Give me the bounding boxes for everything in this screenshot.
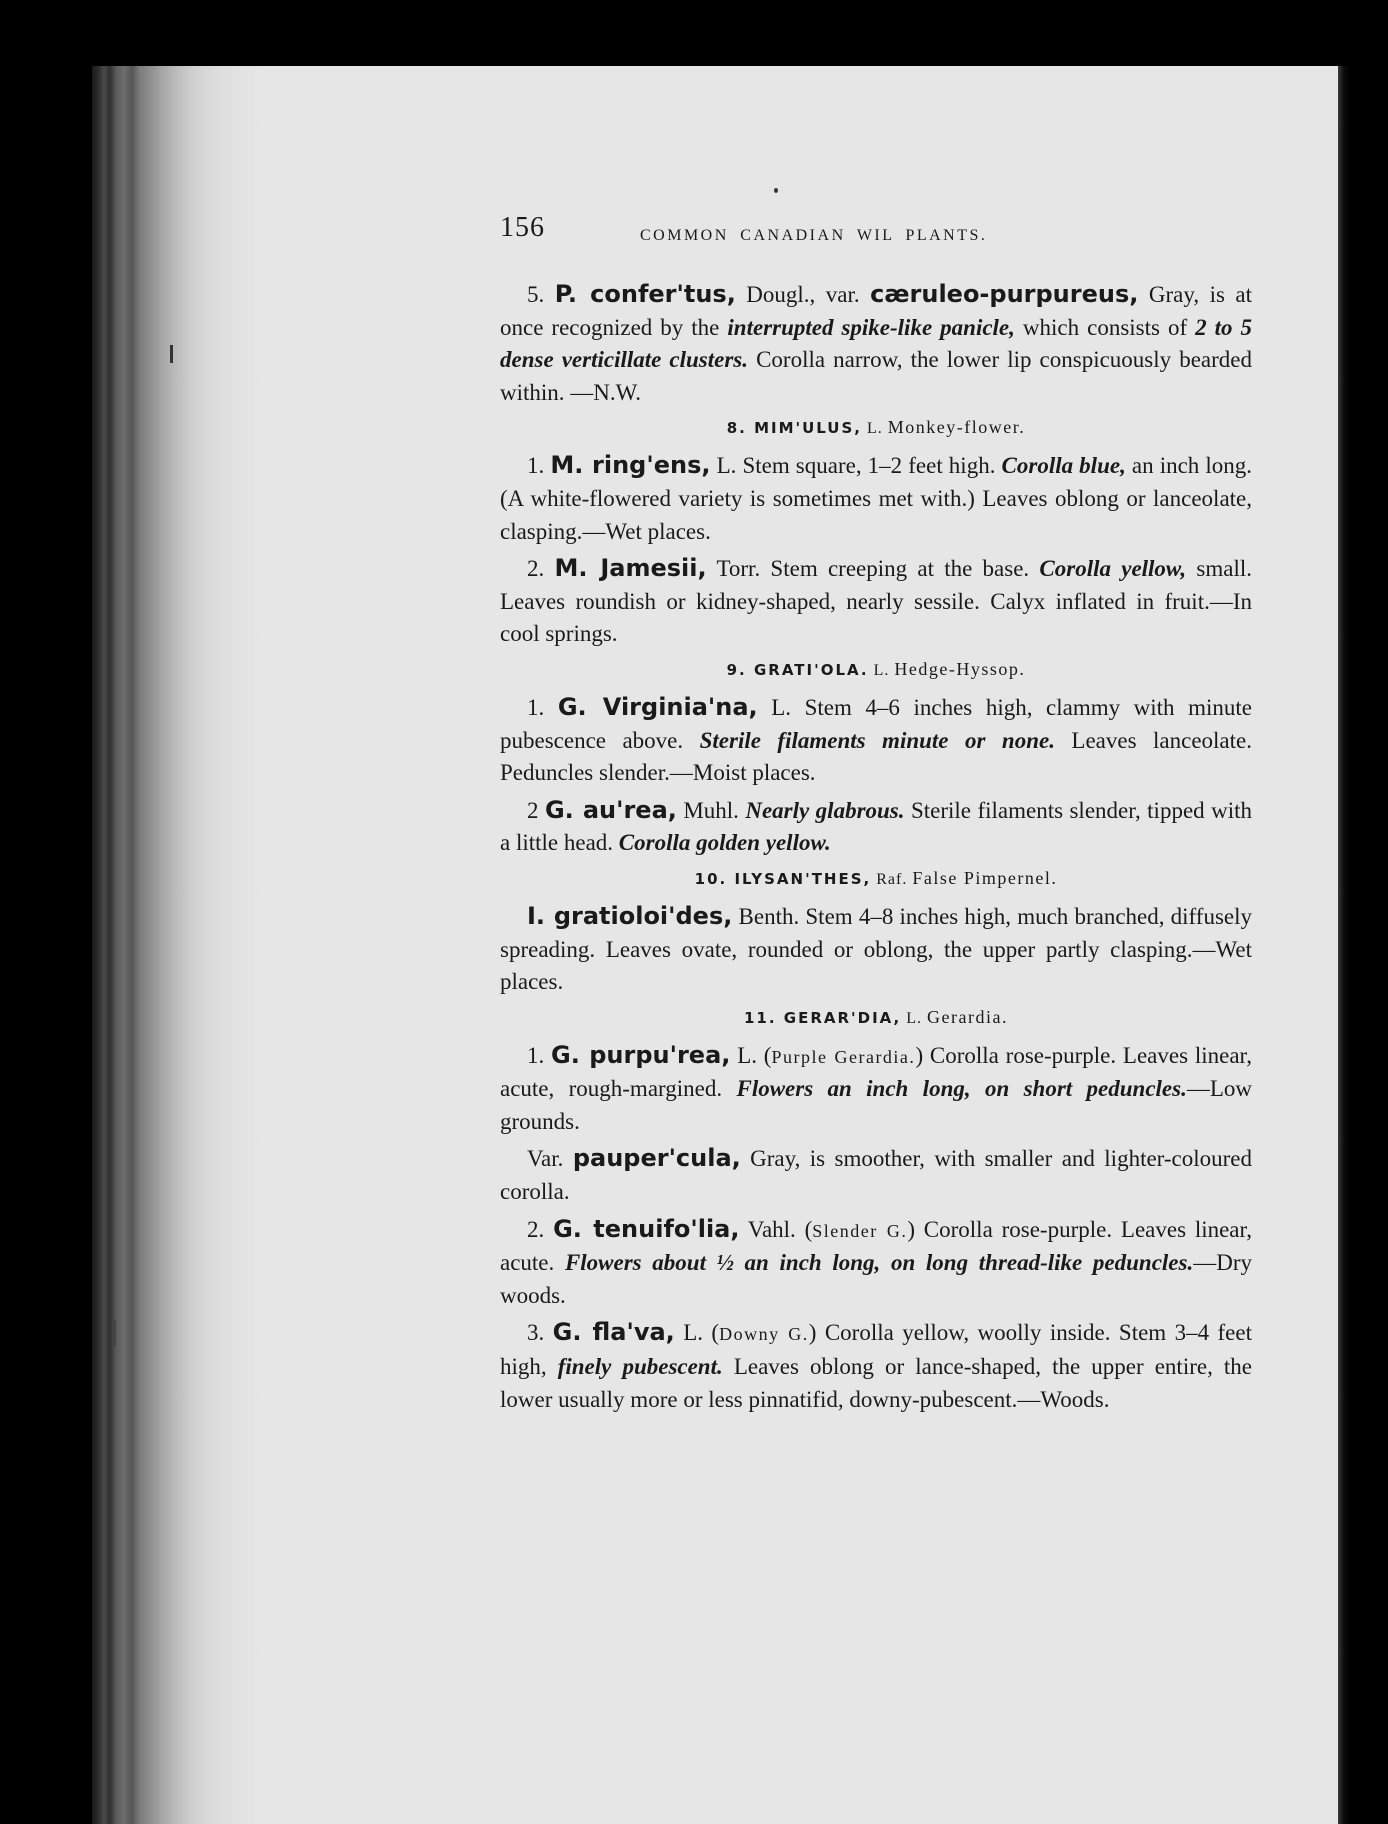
variety-name: cæruleo-purpureus, [870, 280, 1139, 308]
species-entry-g-purpurea [500, 1039, 1252, 1139]
species-name: I. gratioloi'des, [527, 901, 733, 930]
entry-text: —Low grounds. [500, 1076, 1253, 1134]
running-head [500, 212, 1252, 252]
entry-text: Gray, is at once recognized by the [500, 282, 1252, 340]
entry-italic-text: Nearly glabrous. [745, 797, 905, 823]
entry-text: small. Leaves roundish or kidney-shaped, nearly sessile. Calyx inflated in fruit.—In cool springs. [500, 556, 1252, 647]
genus-author: L. [868, 661, 895, 679]
genus-heading-ilysanthes [500, 864, 1252, 894]
entry-number: 5. [527, 282, 545, 307]
species-entry-p-confertus [500, 278, 1252, 409]
species-entry-i-gratioloides [500, 900, 1252, 999]
genus-author: L. [862, 420, 888, 438]
common-name: Slender G. [812, 1220, 908, 1241]
species-name: P. confer'tus, [554, 280, 736, 308]
entry-italic-text: 2 to 5 dense verticillate clusters. [500, 314, 1252, 373]
scan-border [0, 0, 1388, 70]
common-name: Monkey-flower. [887, 417, 1026, 438]
species-name: G. fla'va, [552, 1318, 675, 1347]
page-number: 156 [500, 212, 545, 243]
entry-italic-text: Sterile filaments minute or none. [699, 727, 1055, 753]
entry-text: Leaves lanceolate. Peduncles slender.—Moist places. [500, 727, 1252, 786]
entry-number: 1. [527, 453, 545, 479]
entry-number: 1. [527, 1042, 545, 1068]
variety-entry-paupercula [500, 1142, 1252, 1208]
species-name: G. tenuifo'lia, [553, 1214, 740, 1243]
entry-italic-text: Corolla golden yellow. [618, 830, 831, 856]
entry-number: 2. [527, 556, 545, 582]
species-name: G. purpu'rea, [551, 1040, 731, 1069]
entry-italic-text: finely pubescent. [557, 1354, 723, 1380]
genus-author: Raf. [871, 870, 913, 888]
author-text: Dougl., var. [735, 282, 871, 307]
genus-heading-gratiola [500, 655, 1252, 685]
species-name: M. Jamesii, [554, 554, 707, 583]
entry-text: which consists of [1014, 314, 1196, 340]
genus-name: 10. ILYSAN'THES, [694, 869, 872, 888]
entry-italic-text: Flowers an inch long, on short peduncles. [736, 1076, 1187, 1102]
entry-text: Torr. Stem creeping at the base. [706, 556, 1040, 582]
entry-text: L. Stem 4–6 inches high, clammy with minute pubescence above. [500, 694, 1252, 753]
entry-number: 1. [527, 694, 545, 720]
genus-name: 11. GERAR'DIA, [743, 1008, 902, 1027]
entry-text: Leaves oblong or lance-shaped, the upper entire, the lower usually more or less pinnatifid, downy-pubescent.—Woods. [500, 1354, 1253, 1412]
species-name: G. Virginia'na, [557, 692, 758, 721]
margin-mark [112, 1320, 116, 1346]
entry-text: L. Stem square, 1–2 feet high. [710, 453, 1002, 479]
species-entry-g-virginiana [500, 691, 1252, 790]
genus-heading-gerardia [500, 1003, 1252, 1033]
common-name: Hedge-Hyssop. [894, 658, 1026, 679]
genus-name: 9. GRATI'OLA. [726, 660, 869, 679]
entry-text: Muhl. [676, 797, 746, 823]
margin-mark [170, 345, 173, 363]
running-title: COMMON CANADIAN WIL PLANTS. [640, 227, 988, 244]
species-entry-g-flava [500, 1316, 1252, 1416]
page-right-edge [1338, 66, 1388, 1824]
entry-text: ) Corolla rose-purple. Leaves linear, acute, rough-margined. [500, 1042, 1253, 1102]
entry-text: Benth. Stem 4–8 inches high, much branched, diffusely spreading. Leaves ovate, rounded or oblong, the upper partly clasping.—Wet places. [500, 903, 1253, 995]
entry-text: —Dry woods. [500, 1250, 1253, 1308]
common-name: False Pimpernel. [912, 867, 1058, 888]
common-name: Purple Gerardia. [771, 1046, 916, 1067]
species-entry-m-jamesii [500, 552, 1252, 651]
entry-text: L. ( [674, 1320, 720, 1346]
entry-text: ) Corolla rose-purple. Leaves linear, acute. [500, 1216, 1253, 1276]
entry-number: 3. [527, 1320, 545, 1346]
species-entry-g-tenuifolia [500, 1213, 1252, 1313]
entry-italic-text: interrupted spike-like panicle, [727, 314, 1015, 340]
entry-text: L. ( [730, 1042, 772, 1068]
common-name: Gerardia. [927, 1006, 1009, 1027]
page-gutter-shadow [92, 66, 262, 1824]
entry-italic-text: Flowers about ½ an inch long, on long thread-like peduncles. [564, 1250, 1194, 1276]
common-name: Downy G. [719, 1324, 809, 1345]
variety-lead: Var. [527, 1146, 573, 1172]
genus-author: L. [901, 1009, 928, 1027]
genus-heading-mimulus [500, 413, 1252, 443]
species-name: G. au'rea, [544, 795, 677, 824]
entry-text: Corolla narrow, the lower lip conspicuously bearded within. —N.W. [500, 347, 1252, 405]
entry-text: ) Corolla yellow, woolly inside. Stem 3–4 feet high, [500, 1320, 1252, 1380]
entry-text: Gray, is smoother, with smaller and lighter-coloured corolla. [500, 1146, 1252, 1205]
entry-number: 2 [527, 797, 539, 823]
species-entry-g-aurea [500, 794, 1252, 860]
entry-italic-text: Corolla blue, [1001, 453, 1126, 479]
entry-number: 2. [527, 1216, 545, 1242]
page-text [500, 212, 1252, 1420]
genus-name: 8. MIM'ULUS, [726, 419, 862, 438]
species-entry-m-ringens [500, 449, 1252, 548]
ink-speck [774, 188, 778, 193]
variety-name: pauper'cula, [572, 1144, 741, 1173]
species-name: M. ring'ens, [550, 451, 711, 480]
entry-text: an inch long. (A white-flowered variety is sometimes met with.) Leaves oblong or lanceolate, clasping.—Wet places. [500, 453, 1253, 544]
entry-italic-text: Corolla yellow, [1039, 556, 1187, 582]
entry-text: Sterile filaments slender, tipped with a little head. [500, 797, 1252, 856]
entry-text: Vahl. ( [739, 1216, 813, 1242]
